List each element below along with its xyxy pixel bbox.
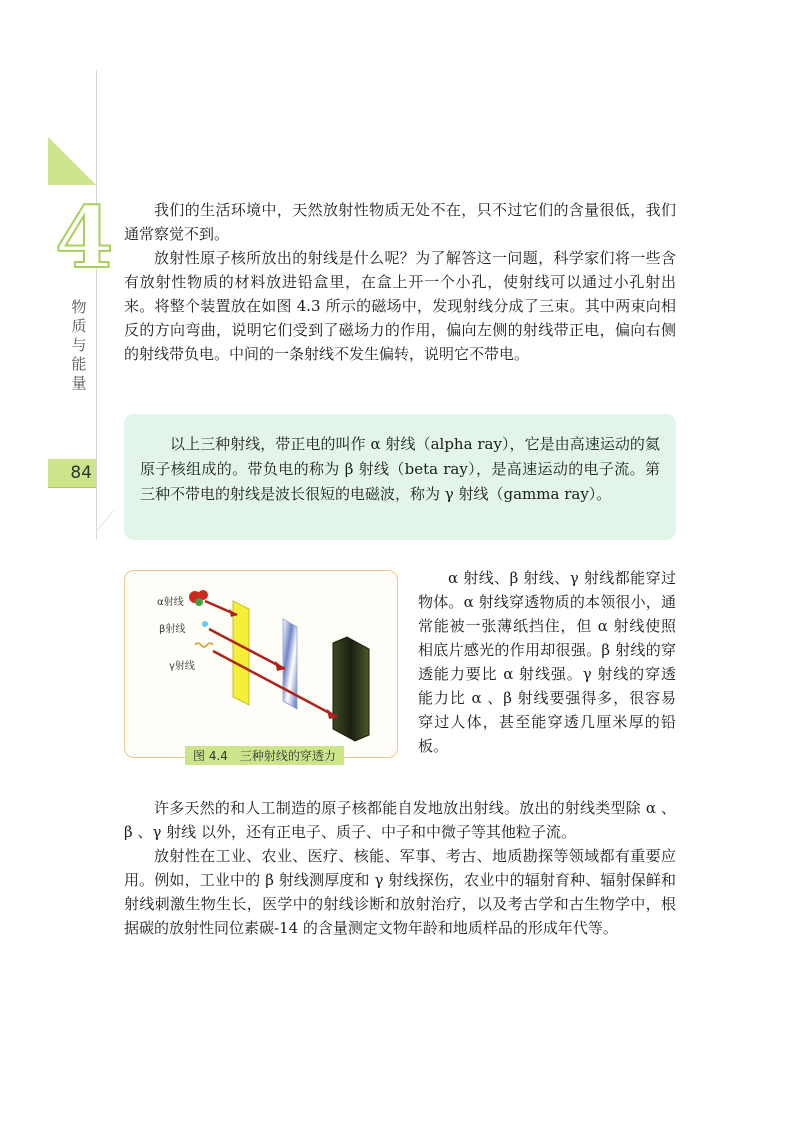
alpha-ray-label: α射线 <box>157 597 184 608</box>
figure-caption: 图 4.4 三种射线的穿透力 <box>185 746 344 765</box>
definition-note-text: 以上三种射线，带正电的叫作 α 射线（alpha ray），它是由高速运动的氦原子核组成的。带负电的称为 β 射线（beta ray），是高速运动的电子流。第三种不带电的射线是波长很短的电磁波，称为 γ 射线（gamma ray）。 <box>140 435 660 503</box>
paragraph-2: 放射性原子核所放出的射线是什么呢？为了解答这一问题，科学家们将一些含有放射性物质的材料放进铅盒里，在盒上开一个小孔，使射线可以通过小孔射出来。将整个装置放在如图 4.3 所示的磁场中，发现射线分成了三束。其中两束向相反的方向弯曲，说明它们受到了磁场力的作用，偏向左侧的射线带正电，偏向右侧的射线带负电。中间的一条射线不发生偏转，说明它不带电。 <box>124 249 676 363</box>
penetration-paragraph: α 射线、β 射线、γ 射线都能穿过物体。α 射线穿透物质的本领很小，通常能被一张薄纸挡住，但 α 射线使照相底片感光的作用却很强。β 射线的穿透能力要比 α 射线强。γ 射线的穿透能力比 α 、β 射线要强得多，很容易穿过人体，甚至能穿透几厘米厚的铅板。 <box>418 569 676 755</box>
beta-particle <box>202 621 208 627</box>
paragraph-1: 我们的生活环境中，天然放射性物质无处不在，只不过它们的含量很低，我们通常察觉不到。 <box>124 201 676 243</box>
figure-4-4 <box>124 570 398 763</box>
chapter-number: 4 <box>55 188 114 287</box>
paper-sheet <box>233 601 249 705</box>
beta-ray-label: β射线 <box>159 624 186 635</box>
gamma-ray <box>213 651 337 717</box>
gamma-wave <box>195 643 213 647</box>
lead-block <box>333 637 369 741</box>
paragraph-3: 许多天然的和人工制造的原子核都能自发地放出射线。放出的射线类型除 α 、β 、γ 射线 以外，还有正电子、质子、中子和中微子等其他粒子流。 <box>124 799 676 841</box>
page-number: 84 <box>70 463 92 483</box>
definition-note-box <box>124 414 676 540</box>
corner-triangle-decoration <box>48 137 96 185</box>
margin-rule <box>96 70 97 540</box>
margin-corner-decoration <box>48 487 97 531</box>
gamma-ray-label: γ射线 <box>169 661 195 672</box>
paragraph-4: 放射性在工业、农业、医疗、核能、军事、考古、地质勘探等领域都有重要应用。例如，工业中的 β 射线测厚度和 γ 射线探伤，农业中的辐射育种、辐射保鲜和射线刺激生物生长，医学中的射线诊断和放射治疗，以及考古学和古生物学中，根据碳的放射性同位素碳-14 的含量测定文物年龄和地质样品的形成年代等。 <box>124 847 676 937</box>
chapter-title: 物质与能量 <box>71 298 87 392</box>
